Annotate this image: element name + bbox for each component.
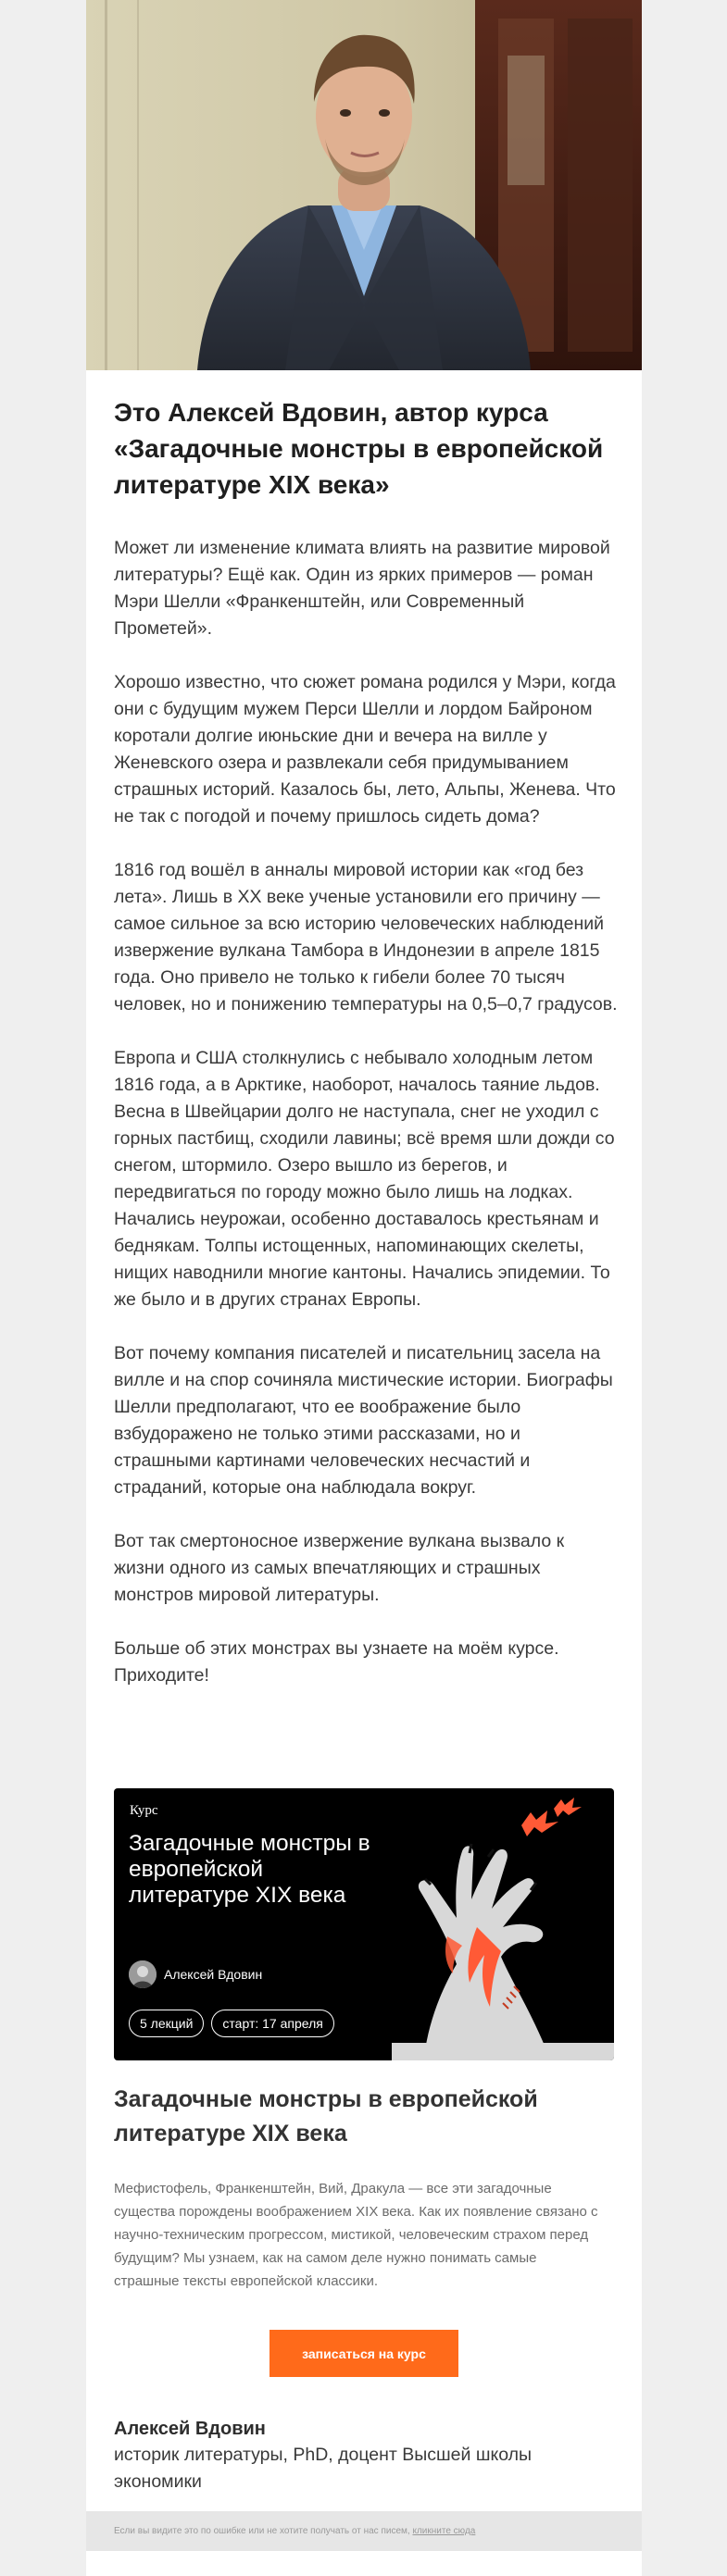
portrait-photo-icon — [86, 0, 642, 370]
paragraph: Вот так смертоносное извержение вулкана вызвало к жизни одного из самых впечатляющих и страшных монстров мировой литературы. — [114, 1531, 565, 1605]
avatar — [129, 1960, 157, 1988]
course-title[interactable]: Загадочные монстры в европейской литературе XIX века — [114, 2086, 538, 2147]
footer-message: Если вы видите это по ошибке или не хотите получать от нас писем, — [114, 2526, 410, 2536]
banner-author-name: Алексей Вдовин — [164, 1967, 263, 1982]
banner-author — [129, 1960, 262, 1988]
paragraph: Хорошо известно, что сюжет романа родился у Мэри, когда они с будущим мужем Перси Шелли и лордом Байроном коротали долгие июньские дни и вечера на вилле у Женевского озера и развлекали себя придумыванием страшных историй. Казалось бы, лето, Альпы, Женева. Что не так с погодой и почему пришлось сидеть дома? — [114, 672, 616, 827]
unsubscribe-footer — [86, 2511, 642, 2551]
paragraph: Европа и США столкнулись с небывало холодным летом 1816 года, а в Арктике, наоборот, началось таяние льдов. Весна в Швейцарии долго не наступала, снег не уходил с горных пастбищ, сходили лавины; всё время шли дожди со снегом, штормило. Озеро вышло из берегов, и передвигаться по городу можно было лишь на лодках. Начались неурожаи, особенно доставалось крестьянам и беднякам. Толпы истощенных, напоминающих скелеты, нищих наводнили многие кантоны. Начались эпидемии. То же было и в других странах Европы. — [114, 1048, 615, 1310]
paragraph: Больше об этих монстрах вы узнаете на моём курсе. Приходите! — [114, 1638, 559, 1686]
course-description: Мефистофель, Франкенштейн, Вий, Дракула — все эти загадочные существа порождены воображением XIX века. Как их появление связано с научно-техническим прогрессом, мистикой, человеческим страхом перед будущим? Мы узнаем, как на самом деле нужно понимать самые страшные тексты европейской классики. — [114, 2181, 598, 2289]
monster-hand-illustration-icon — [392, 1788, 614, 2060]
signature — [114, 2416, 619, 2495]
headline: Это Алексей Вдовин, автор курса «Загадочные монстры в европейской литературе XIX века» — [114, 398, 604, 499]
hero-photo — [86, 0, 642, 370]
unsubscribe-link[interactable]: кликните сюда — [412, 2526, 476, 2536]
email-card — [86, 0, 642, 2576]
paragraph: Вот почему компания писателей и писательниц засела на вилле и на спор сочиняла мистические истории. Биографы Шелли предполагают, что ее воображение было взбудоражено не только этими рассказами, но и страшными картинами человеческих несчастий и страданий, которые она наблюдала вокруг. — [114, 1343, 613, 1498]
paragraph: 1816 год вошёл в анналы мировой истории как «год без лета». Лишь в XX веке ученые установили его причину — самое сильное за всю историю человеческих наблюдений извержение вулкана Тамбора в Индонезии в апреле 1815 года. Оно привело не только к гибели более 70 тысяч человек, но и понижению температуры на 0,5–0,7 градусов. — [114, 860, 618, 1014]
author-avatar-icon — [129, 1960, 157, 1988]
signature-name: Алексей Вдовин — [114, 2419, 266, 2439]
enroll-button[interactable]: записаться на курс — [269, 2330, 458, 2377]
banner-title: Загадочные монстры в европейской литературе XIX века — [129, 1831, 370, 1908]
lectures-pill: 5 лекций — [129, 2010, 204, 2037]
footer-text — [114, 2526, 475, 2536]
signature-role: историк литературы, PhD, доцент Высшей школы экономики — [114, 2445, 533, 2492]
banner-kicker: Курс — [130, 1803, 158, 1818]
course-banner[interactable] — [114, 1788, 614, 2060]
paragraph: Может ли изменение климата влиять на развитие мировой литературы? Ещё как. Один из ярких примеров — роман Мэри Шелли «Франкенштейн, или Современный Прометей». — [114, 538, 610, 639]
banner-pills — [129, 2010, 334, 2037]
start-date-pill: старт: 17 апреля — [211, 2010, 333, 2037]
article-body — [114, 535, 619, 1716]
